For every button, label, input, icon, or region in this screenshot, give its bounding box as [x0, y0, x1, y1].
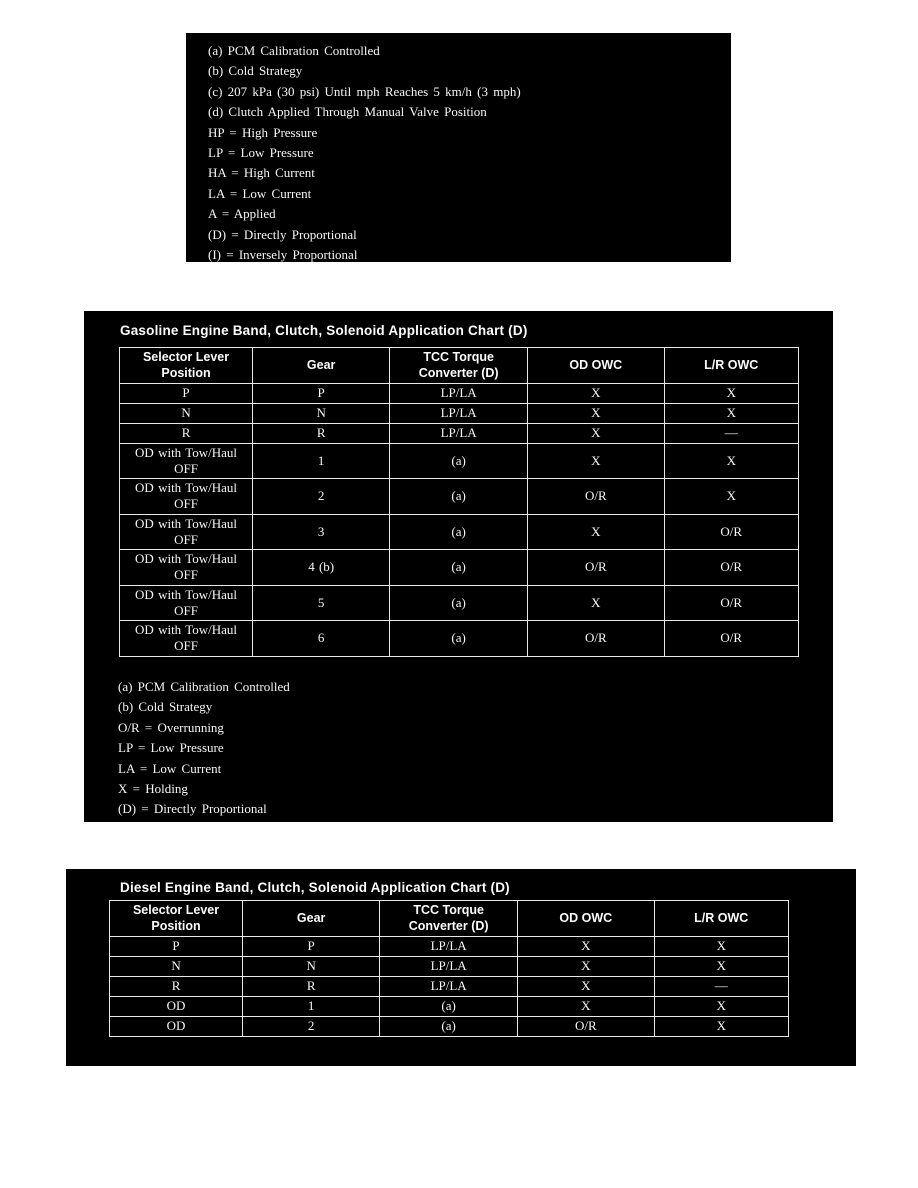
table-cell: 6: [253, 621, 390, 657]
column-header: OD OWC: [518, 901, 654, 937]
table-cell: R: [110, 976, 243, 996]
gasoline-chart-footnotes: [118, 677, 290, 820]
table-cell: O/R: [518, 1016, 654, 1036]
table-cell: O/R: [528, 621, 664, 657]
legend-line: O/R = Overrunning: [118, 719, 224, 735]
header-row: [110, 901, 789, 937]
gasoline-application-chart-panel: [84, 311, 833, 822]
gasoline-chart-title: Gasoline Engine Band, Clutch, Solenoid Application Chart (D): [120, 323, 528, 338]
diesel-table-body: [110, 936, 789, 1036]
table-cell: X: [518, 996, 654, 1016]
table-cell: O/R: [664, 550, 798, 586]
diesel-application-table: [109, 900, 789, 1037]
column-header: Selector Lever Position: [110, 901, 243, 937]
table-cell: R: [243, 976, 380, 996]
table-cell: X: [664, 403, 798, 423]
table-cell: (a): [390, 514, 528, 550]
diesel-application-chart-panel: [66, 869, 856, 1066]
table-cell: N: [243, 956, 380, 976]
table-row: [120, 514, 799, 550]
table-cell: X: [654, 996, 788, 1016]
table-row: [120, 403, 799, 423]
legend-line: HA = High Current: [208, 165, 315, 181]
legend-line: (a) PCM Calibration Controlled: [118, 679, 290, 694]
table-cell: O/R: [664, 621, 798, 657]
table-cell: 5: [253, 585, 390, 621]
table-cell: R: [253, 423, 390, 443]
table-cell: X: [654, 1016, 788, 1036]
table-cell: P: [110, 936, 243, 956]
table-cell: P: [120, 383, 253, 403]
diesel-table-header: [110, 901, 789, 937]
table-cell: (a): [390, 585, 528, 621]
gasoline-table-header: [120, 348, 799, 384]
column-header: Gear: [243, 901, 380, 937]
table-row: [110, 956, 789, 976]
table-cell: O/R: [528, 550, 664, 586]
table-cell: (a): [390, 479, 528, 515]
table-row: [110, 996, 789, 1016]
table-cell: X: [518, 936, 654, 956]
table-cell: OD: [110, 1016, 243, 1036]
table-cell: 1: [253, 443, 390, 479]
abbreviation-legend-panel: [186, 33, 731, 262]
table-row: [120, 621, 799, 657]
table-cell: 4 (b): [253, 550, 390, 586]
table-cell: X: [654, 956, 788, 976]
table-cell: (a): [380, 996, 518, 1016]
table-row: [120, 383, 799, 403]
table-row: [110, 936, 789, 956]
table-cell: (a): [380, 1016, 518, 1036]
table-cell: (a): [390, 443, 528, 479]
table-cell: X: [664, 443, 798, 479]
table-row: [120, 443, 799, 479]
table-cell: LP/LA: [390, 383, 528, 403]
table-cell: O/R: [528, 479, 664, 515]
table-cell: LP/LA: [390, 403, 528, 423]
table-cell: (a): [390, 550, 528, 586]
legend-line: LP = Low Pressure: [208, 145, 314, 161]
table-cell: OD: [110, 996, 243, 1016]
column-header: OD OWC: [528, 348, 664, 384]
table-row: [110, 1016, 789, 1036]
table-cell: X: [518, 956, 654, 976]
column-header: TCC Torque Converter (D): [380, 901, 518, 937]
table-cell: X: [528, 423, 664, 443]
gasoline-application-table: [119, 347, 799, 657]
legend-line: HP = High Pressure: [208, 124, 318, 140]
table-cell: OD with Tow/Haul OFF: [120, 585, 253, 621]
legend-line: X = Holding: [118, 781, 188, 797]
legend-line: (b) Cold Strategy: [208, 63, 303, 79]
table-cell: OD with Tow/Haul OFF: [120, 621, 253, 657]
table-cell: N: [253, 403, 390, 423]
column-header: TCC Torque Converter (D): [390, 348, 528, 384]
table-cell: O/R: [664, 514, 798, 550]
table-row: [110, 976, 789, 996]
table-cell: X: [528, 383, 664, 403]
column-header: L/R OWC: [664, 348, 798, 384]
table-row: [120, 550, 799, 586]
table-cell: X: [518, 976, 654, 996]
table-cell: R: [120, 423, 253, 443]
table-cell: X: [528, 403, 664, 423]
header-row: [120, 348, 799, 384]
table-cell: LP/LA: [380, 956, 518, 976]
table-row: [120, 585, 799, 621]
table-cell: O/R: [664, 585, 798, 621]
column-header: L/R OWC: [654, 901, 788, 937]
legend-line: LA = Low Current: [118, 760, 222, 776]
legend-line: (d) Clutch Applied Through Manual Valve Position: [208, 104, 487, 120]
legend-line: (a) PCM Calibration Controlled: [208, 43, 380, 58]
table-cell: 3: [253, 514, 390, 550]
legend-line: A = Applied: [208, 206, 276, 222]
table-cell: LP/LA: [380, 976, 518, 996]
table-cell: OD with Tow/Haul OFF: [120, 550, 253, 586]
table-cell: X: [528, 443, 664, 479]
table-cell: 2: [253, 479, 390, 515]
table-cell: 2: [243, 1016, 380, 1036]
legend-line: (I) = Inversely Proportional: [208, 247, 358, 263]
diesel-chart-title: Diesel Engine Band, Clutch, Solenoid Application Chart (D): [120, 880, 510, 895]
legend-line: LP = Low Pressure: [118, 740, 224, 756]
abbreviation-legend-lines: [208, 41, 731, 265]
table-cell: X: [528, 514, 664, 550]
table-cell: OD with Tow/Haul OFF: [120, 479, 253, 515]
table-cell: P: [253, 383, 390, 403]
legend-line: (b) Cold Strategy: [118, 699, 213, 715]
legend-line: (D) = Directly Proportional: [118, 801, 267, 817]
table-cell: (a): [390, 621, 528, 657]
table-cell: N: [110, 956, 243, 976]
table-cell: 1: [243, 996, 380, 1016]
table-row: [120, 479, 799, 515]
table-cell: LP/LA: [380, 936, 518, 956]
table-cell: P: [243, 936, 380, 956]
gasoline-table-body: [120, 383, 799, 656]
column-header: Selector Lever Position: [120, 348, 253, 384]
legend-line: LA = Low Current: [208, 185, 312, 201]
table-cell: X: [654, 936, 788, 956]
legend-line: (c) 207 kPa (30 psi) Until mph Reaches 5 km/h (3 mph): [208, 83, 521, 99]
column-header: Gear: [253, 348, 390, 384]
table-cell: N: [120, 403, 253, 423]
legend-line: (D) = Directly Proportional: [208, 226, 357, 242]
table-cell: —: [664, 423, 798, 443]
table-cell: X: [664, 383, 798, 403]
table-cell: OD with Tow/Haul OFF: [120, 514, 253, 550]
table-row: [120, 423, 799, 443]
table-cell: X: [528, 585, 664, 621]
table-cell: X: [664, 479, 798, 515]
table-cell: —: [654, 976, 788, 996]
table-cell: LP/LA: [390, 423, 528, 443]
table-cell: OD with Tow/Haul OFF: [120, 443, 253, 479]
